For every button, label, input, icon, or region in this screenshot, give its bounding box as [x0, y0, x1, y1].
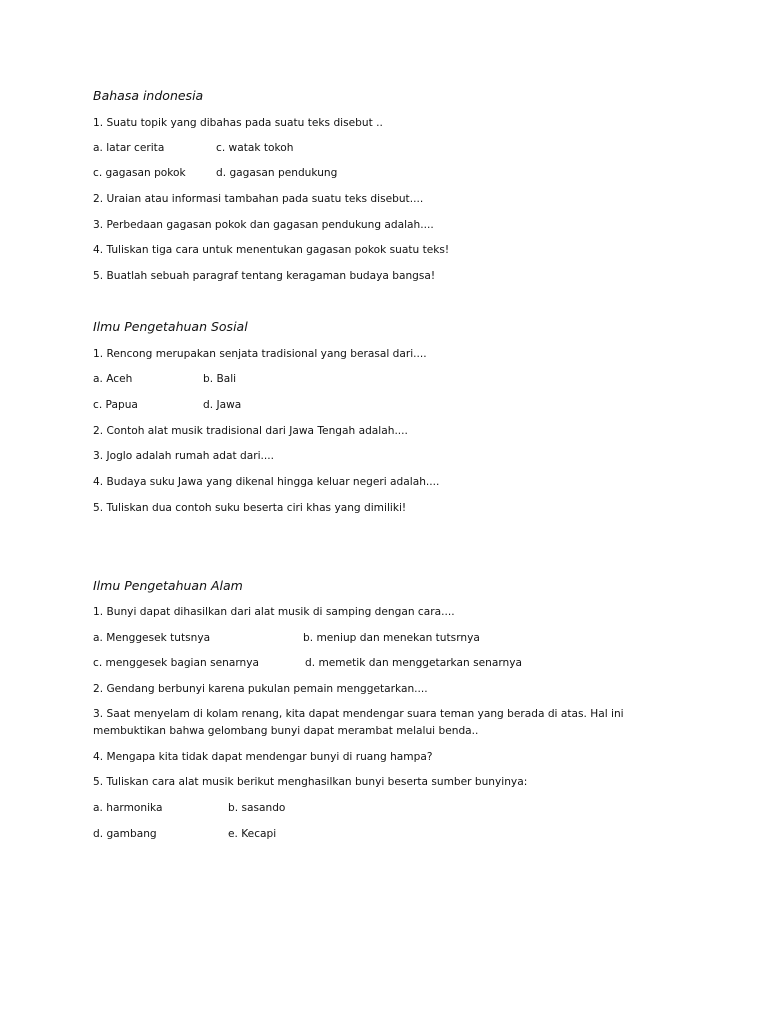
question-5: 5. Tuliskan dua contoh suku beserta ciri khas yang dimiliki! — [93, 502, 407, 514]
option-c: c. Papua — [93, 399, 138, 411]
option-e: e. Kecapi — [228, 828, 277, 840]
question-5: 5. Tuliskan cara alat musik berikut menghasilkan bunyi beserta sumber bunyinya: — [93, 776, 528, 788]
question-3: 3. Joglo adalah rumah adat dari.... — [93, 450, 274, 462]
option-c: c. menggesek bagian senarnya — [93, 657, 259, 669]
question-1: 1. Bunyi dapat dihasilkan dari alat musik di samping dengan cara.... — [93, 606, 455, 618]
section-title-ips: Ilmu Pengetahuan Sosial — [93, 319, 248, 334]
option-d: d. gambang — [93, 828, 157, 840]
option-b: b. sasando — [228, 802, 286, 814]
option-a: a. Aceh — [93, 373, 133, 385]
section-title-ipa: Ilmu Pengetahuan Alam — [93, 578, 243, 593]
option-a: a. Menggesek tutsnya — [93, 632, 211, 644]
question-3: 3. Perbedaan gagasan pokok dan gagasan pendukung adalah.... — [93, 219, 434, 231]
option-b: b. meniup dan menekan tutsrnya — [303, 632, 480, 644]
section-title-bahasa-indonesia: Bahasa indonesia — [93, 88, 204, 103]
option-c: c. gagasan pokok — [93, 167, 186, 179]
option-b: b. Bali — [203, 373, 237, 385]
question-3: 3. Saat menyelam di kolam renang, kita dapat mendengar suara teman yang berada di atas. Hal ini membuktikan bahwa gelombang bunyi dapat merambat melalui benda.. — [93, 708, 624, 737]
option-a: a. latar cerita — [93, 142, 165, 154]
question-4: 4. Mengapa kita tidak dapat mendengar bunyi di ruang hampa? — [93, 751, 433, 763]
option-d: d. gagasan pendukung — [216, 167, 338, 179]
question-4: 4. Tuliskan tiga cara untuk menentukan gagasan pokok suatu teks! — [93, 244, 450, 256]
option-d: d. memetik dan menggetarkan senarnya — [305, 657, 522, 669]
document-page — [93, 0, 733, 1024]
question-2: 2. Contoh alat musik tradisional dari Jawa Tengah adalah.... — [93, 425, 408, 437]
option-d: d. Jawa — [203, 399, 242, 411]
question-1: 1. Rencong merupakan senjata tradisional yang berasal dari.... — [93, 348, 427, 360]
question-2: 2. Gendang berbunyi karena pukulan pemain menggetarkan.... — [93, 683, 428, 695]
option-c: c. watak tokoh — [216, 142, 294, 154]
question-4: 4. Budaya suku Jawa yang dikenal hingga keluar negeri adalah.... — [93, 476, 440, 488]
option-a: a. harmonika — [93, 802, 163, 814]
question-2: 2. Uraian atau informasi tambahan pada suatu teks disebut.... — [93, 193, 424, 205]
question-5: 5. Buatlah sebuah paragraf tentang keragaman budaya bangsa! — [93, 270, 436, 282]
question-1: 1. Suatu topik yang dibahas pada suatu teks disebut .. — [93, 117, 383, 129]
